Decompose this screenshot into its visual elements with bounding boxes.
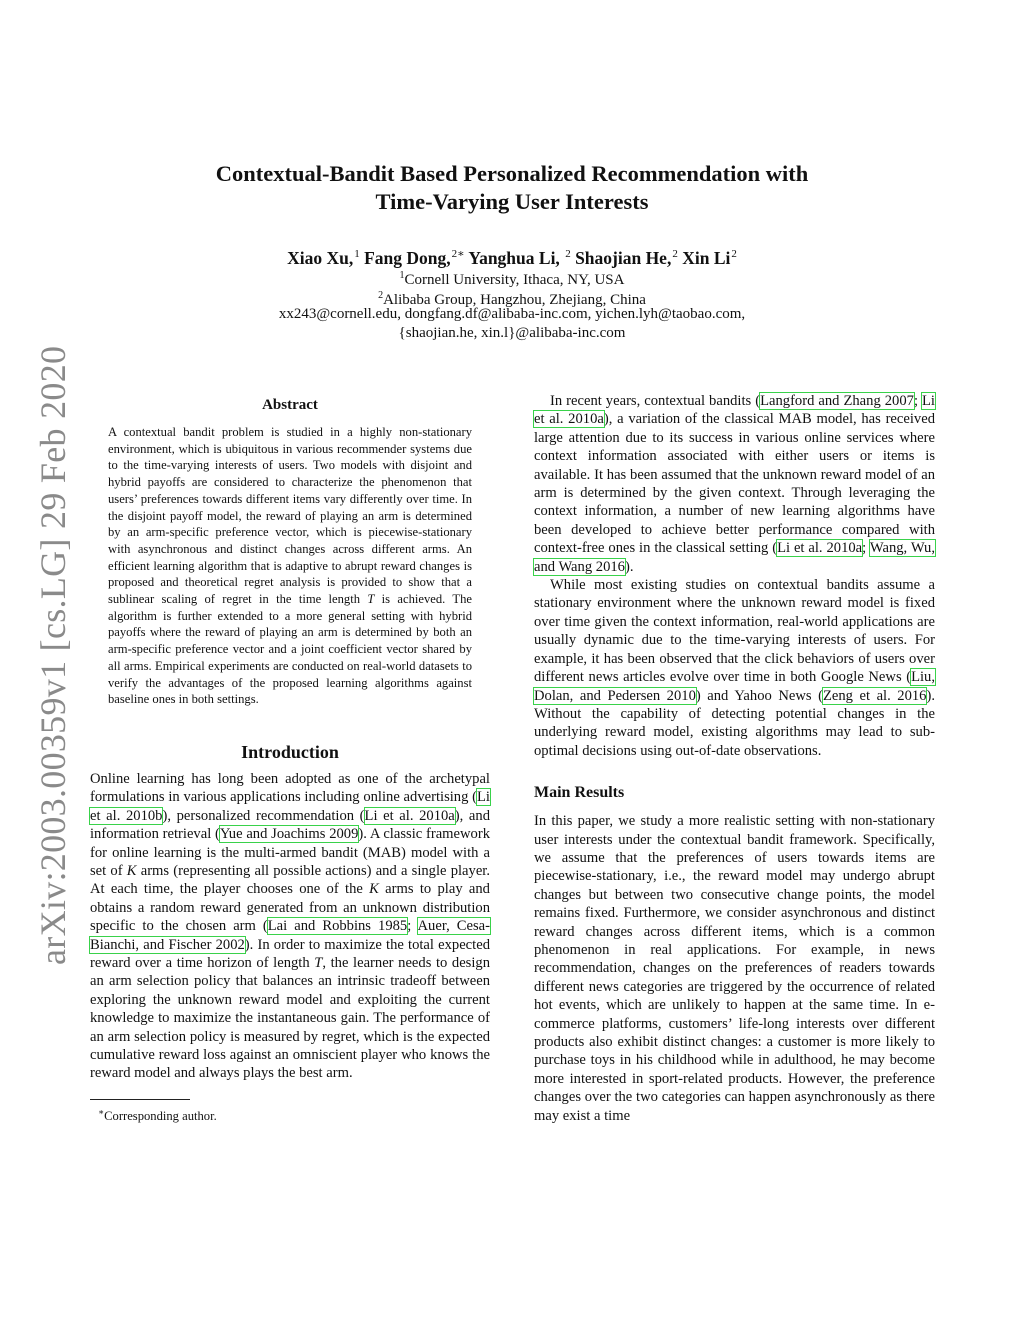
- text-run: Online learning has long been adopted as one of the archetypal formulations in various applications including online advertising (: [90, 770, 490, 806]
- body-paragraph: [534, 576, 935, 760]
- math-variable: T: [367, 592, 375, 607]
- text-run: ;: [913, 393, 922, 409]
- author-name: Xiao Xu,: [287, 248, 354, 268]
- affiliation-text: Cornell University, Ithaca, NY, USA: [404, 272, 625, 288]
- citation-link[interactable]: Yue and Joachims 2009: [219, 826, 359, 843]
- title-line-2: Time-Varying User Interests: [375, 189, 649, 214]
- math-variable: K: [126, 862, 137, 879]
- math-variable: K: [369, 881, 379, 898]
- body-paragraph: [534, 392, 935, 576]
- author-mark: 2: [565, 248, 571, 260]
- text-run: ;: [862, 540, 870, 557]
- author-mark: 2∗: [451, 248, 465, 260]
- text-run: ), a variation of the classical MAB model, has received large attention due to its success in various online services where context information associated with either users or items is available. It has been assumed that the unknown reward model of an arm is determined by the given context. Through leveraging the context information, a number of new learning algorithms have been developed to achieve better performance compared with context-free ones in the classical setting (: [534, 411, 935, 557]
- footnote-text: Corresponding author.: [104, 1108, 217, 1123]
- footnote-rule: [90, 1099, 190, 1100]
- footnote: [90, 1104, 490, 1124]
- text-run: While most existing studies on contextual bandits assume a stationary environment where the unknown reward model is fixed over time given the context information, real-world applications are usually dynamic due to the time-varying interests of users. For example, it has been observed that the click behaviors of users over different news articles evolve over time in both Google News (: [534, 577, 935, 686]
- math-variable: T: [314, 955, 323, 972]
- main-results-heading: Main Results: [534, 784, 625, 802]
- author-name: Yanghua Li,: [468, 248, 560, 268]
- citation-link[interactable]: Langford and Zhang 2007: [760, 393, 914, 409]
- introduction-heading: Introduction: [241, 741, 339, 762]
- body-paragraph: In this paper, we study a more realistic setting with non-stationary user interests under the contextual bandit framework. Specifically, we assume that the preferences of users towards items are piecewise-stationary, i.e., the reward model may undergo abrupt changes but between two consecutive change points, the model remains fixed. Furthermore, we consider asynchronous and distinct reward changes across different items, which is a common phenomenon in real applications. For example, in news recommendation, changes on the preferences of readers towards different news categories are triggered by the occurrence of related hot events, which are unlikely to happen at the same time. In e-commerce platforms, customers’ life-long interests over different products also exhibit distinct changes: a customer is more likely to purchase toys in his childhood while in adulthood, he may become more interested in sport-related products. However, the preference changes over the two categories can happen asynchronously as there may exist a time: [534, 813, 935, 1124]
- text-run: ) and Yahoo News (: [695, 687, 823, 704]
- text-run: ), and information retrieval (: [90, 807, 491, 843]
- citation-link[interactable]: Li et al. 2010a: [777, 540, 863, 557]
- citation-link[interactable]: Wang, Wu, and Wang 2016: [534, 540, 935, 575]
- abstract-part-1: A contextual bandit problem is studied in a highly non-stationary environment, which is ubiquitous in various recommender systems due to the time-varying interests of users. Two models with disjoint and hybrid payoffs are considered to characterize the phenomenon that users’ preferences towards different items vary differently over time. In the disjoint payoff model, the reward of playing an arm is determined by an arm-specific preference vector, which is piecewise-stationary with asynchronous and distinct changes across different arms. An efficient learning algorithm that is adaptive to abrupt reward changes is proposed and theoretical regret analysis is provided to show that a sublinear scaling of regret in the time length: [108, 425, 472, 607]
- text-run: ). In order to maximize the total expected reward over a time horizon of length: [90, 936, 490, 972]
- footnote-mark: ∗: [98, 1106, 105, 1117]
- author-mark: 2: [731, 248, 737, 260]
- citation-link[interactable]: Auer, Cesa-Bianchi, and Fischer 2002: [90, 918, 490, 953]
- abstract-part-2: is achieved. The algorithm is further extended to a more general setting with hybrid payoffs where the reward of playing an arm is determined by both an arm-specific preference vector and a joint coefficient vector shared by all arms. Empirical experiments are conducted on real-world datasets to verify the advantages of the proposed learning algorithms against baseline ones in both settings.: [108, 592, 472, 707]
- citation-link[interactable]: Li et al. 2010b: [90, 789, 490, 824]
- right-column: [534, 392, 935, 1125]
- text-run: In recent years, contextual bandits (: [550, 393, 761, 409]
- author-name: Shaojian He,: [575, 248, 672, 268]
- text-run: ). Without the capability of detecting potential changes in the underlying reward model, existing algorithms may lead to sub-optimal decisions using out-of-date observations.: [534, 687, 935, 759]
- text-run: arms to play and obtains a random reward generated from an unknown distribution specific to the chosen arm (: [90, 881, 490, 935]
- arxiv-stamp: arXiv:2003.00359v1 [cs.LG] 29 Feb 2020: [33, 345, 73, 965]
- abstract-text: [108, 424, 472, 708]
- affiliation-mark: 1: [399, 270, 405, 281]
- citation-link[interactable]: Zeng et al. 2016: [822, 687, 927, 704]
- citation-link[interactable]: Li et al. 2010a: [534, 393, 935, 428]
- left-column: [90, 392, 490, 1124]
- author-name: Xin Li: [682, 248, 731, 268]
- citation-link[interactable]: Lai and Robbins 1985: [267, 918, 408, 935]
- title-line-1: Contextual-Bandit Based Personalized Recommendation with: [215, 161, 809, 186]
- abstract-heading: Abstract: [262, 397, 318, 413]
- author-mark: 2: [672, 248, 678, 260]
- text-run: , the learner needs to design an arm selection policy that balances an intrinsic tradeoff between exploring the unknown reward model and exploiting the current knowledge to maximize the instantaneous gain. The performance of an arm selection policy is measured by regret, which is the expected cumulative reward loss against an omniscient player who knows the reward model and always plays the best arm.: [90, 955, 491, 1082]
- citation-link[interactable]: Li et al. 2010a: [364, 807, 455, 824]
- text-run: ;: [407, 918, 418, 935]
- affiliation-mark: 2: [378, 290, 384, 301]
- text-run: ).: [624, 558, 634, 575]
- citation-link[interactable]: Liu, Dolan, and Pedersen 2010: [534, 669, 935, 704]
- text-run: ), personalized recommendation (: [162, 807, 365, 824]
- author-emails-line-1: xx243@cornell.edu, dongfang.df@alibaba-inc.com, yichen.lyh@taobao.com,: [278, 306, 746, 322]
- author-mark: 1: [354, 248, 360, 260]
- introduction-paragraph: [90, 770, 490, 1083]
- paper-title: [160, 160, 864, 216]
- text-run: ). A classic framework for online learning is the multi-armed bandit (MAB) model with a set of: [90, 826, 490, 879]
- author-name: Fang Dong,: [364, 248, 451, 268]
- text-run: arms (representing all possible actions) and a single player. At each time, the player chooses one of the: [90, 862, 491, 898]
- author-emails-line-2: {shaojian.he, xin.l}@alibaba-inc.com: [398, 325, 626, 341]
- affiliation-text: Alibaba Group, Hangzhou, Zhejiang, China: [383, 292, 646, 308]
